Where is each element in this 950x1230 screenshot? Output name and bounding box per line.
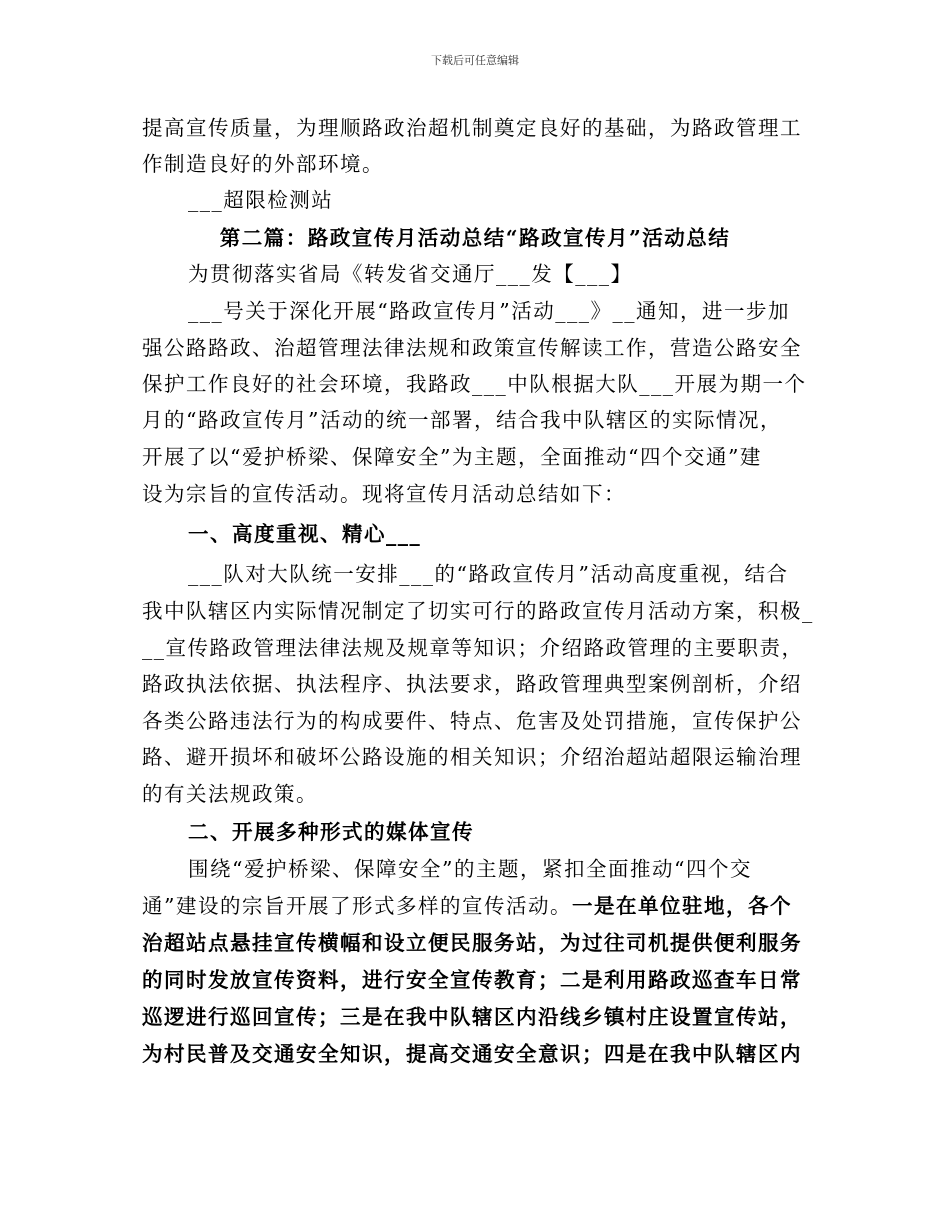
paragraph-line: 路政执法依据、执法程序、执法要求，路政管理典型案例剖析，介绍	[142, 672, 802, 696]
paragraph-line: ___号关于深化开展“路政宣传月”活动___》__通知，进一步加	[188, 299, 790, 323]
paragraph-line: 月的“路政宣传月”活动的统一部署，结合我中队辖区的实际情况，	[142, 408, 782, 432]
line-text: 通”建设的宗旨开展了形式多样的宣传活动。	[142, 894, 572, 918]
paragraph-line: 巡逻进行巡回宣传；三是在我中队辖区内沿线乡镇村庄设置宣传站，	[142, 1005, 802, 1029]
paragraph-line: 提高宣传质量，为理顺路政治超机制奠定良好的基础，为路政管理工	[142, 116, 802, 140]
subsection-heading: 二、开展多种形式的媒体宣传	[188, 820, 474, 844]
paragraph-line: 各类公路违法行为的构成要件、特点、危害及处罚措施，宣传保护公	[142, 709, 802, 733]
paragraph-line: 我中队辖区内实际情况制定了切实可行的路政宣传月活动方案，积极_	[142, 599, 814, 623]
subsection-heading: 一、高度重视、精心___	[188, 522, 422, 546]
paragraph-line: 保护工作良好的社会环境，我路政___中队根据大队___开展为期一个	[142, 372, 807, 396]
paragraph-line: 的有关法规政策。	[142, 782, 318, 806]
paragraph-line: 开展了以“爱护桥梁、保障安全”为主题，全面推动“四个交通”建	[142, 445, 762, 469]
paragraph-line: 的同时发放宣传资料，进行安全宣传教育；二是利用路政巡查车日常	[142, 968, 802, 992]
paragraph-line: 作制造良好的外部环境。	[142, 152, 384, 176]
paragraph-line: 围绕“爱护桥梁、保障安全”的主题，紧扣全面推动“四个交	[188, 857, 752, 881]
line-text-bold: 一是在单位驻地，各个	[571, 894, 792, 918]
paragraph-line: 治超站点悬挂宣传横幅和设立便民服务站，为过往司机提供便利服务	[142, 931, 802, 955]
paragraph-line	[142, 892, 792, 920]
paragraph-line: 设为宗旨的宣传活动。现将宣传月活动总结如下：	[142, 482, 626, 506]
section-title: 第二篇：路政宣传月活动总结“路政宣传月”活动总结	[219, 226, 731, 250]
signature-line: ___超限检测站	[188, 188, 334, 212]
paragraph-line: 为村民普及交通安全知识，提高交通安全意识；四是在我中队辖区内	[142, 1042, 802, 1066]
paragraph-line: 路、避开损坏和破坏公路设施的相关知识；介绍治超站超限运输治理	[142, 745, 802, 769]
paragraph-line: 强公路路政、治超管理法律法规和政策宣传解读工作，营造公路安全	[142, 336, 802, 360]
paragraph-line: __宣传路政管理法律法规及规章等知识；介绍路政管理的主要职责，	[142, 636, 804, 660]
paragraph-line: ___队对大队统一安排___的“路政宣传月”活动高度重视，结合	[188, 562, 789, 586]
paragraph-line: 为贯彻落实省局《转发省交通厅___发【___】	[188, 262, 633, 286]
page-header: 下载后可任意编辑	[431, 54, 519, 67]
